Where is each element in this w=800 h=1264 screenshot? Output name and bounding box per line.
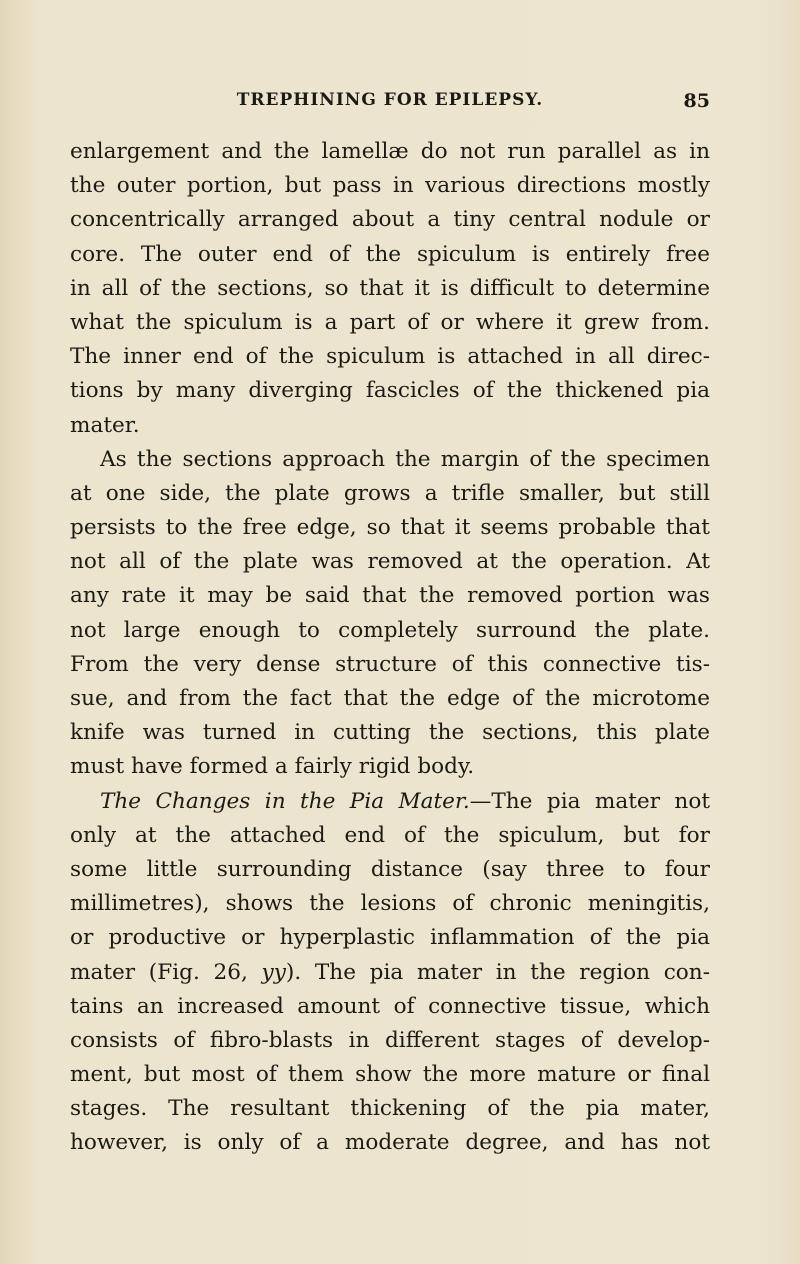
figure-reference-line xyxy=(70,956,710,990)
text-line: in all of the sections, so that it is difficult to determine xyxy=(70,275,710,301)
text-line: the outer portion, but pass in various directions mostly xyxy=(70,173,710,199)
text-line: only at the attached end of the spiculum, but for xyxy=(70,822,710,848)
text-line: however, is only of a moderate degree, and has not xyxy=(70,1130,710,1156)
text-line: enlargement and the lamellæ do not run parallel as in xyxy=(70,139,710,164)
text-line: tions by many diverging fascicles of the thickened pia xyxy=(70,378,710,404)
text-line: not all of the plate was removed at the operation. At xyxy=(70,549,710,575)
text-line: at one side, the plate grows a trifle smaller, but still xyxy=(70,480,710,506)
text-line: any rate it may be said that the removed portion was xyxy=(70,583,710,609)
text-line: or productive or hyperplastic inflammation of the pia xyxy=(70,925,710,951)
section-heading-continuation: —The pia mater not xyxy=(469,788,711,814)
running-title: TREPHINING FOR EPILEPSY. xyxy=(236,90,544,110)
page-number: 85 xyxy=(683,90,710,112)
text-line: persists to the free edge, so that it seems probable that xyxy=(70,515,710,541)
text-line: knife was turned in cutting the sections, this plate xyxy=(70,720,710,746)
text-line: mater. xyxy=(70,412,140,438)
text-line: sue, and from the fact that the edge of the microtome xyxy=(70,686,710,711)
text-line: concentrically arranged about a tiny central nodule or xyxy=(70,207,710,233)
text-line: tains an increased amount of connective tissue, which xyxy=(70,993,710,1019)
text-line: As the sections approach the margin of the specimen xyxy=(100,446,710,472)
fig-text-after: ). The pia mater in the region con- xyxy=(285,959,710,985)
text-line: some little surrounding distance (say three to four xyxy=(70,856,710,882)
text-line: ment, but most of them show the more mature or final xyxy=(70,1062,710,1088)
fig-text-before: mater (Fig. 26, xyxy=(70,959,262,985)
text-line: core. The outer end of the spiculum is entirely free xyxy=(70,241,710,267)
body-text xyxy=(70,135,710,1161)
text-line: not large enough to completely surround the plate. xyxy=(70,617,710,643)
section-heading: The Changes in the Pia Mater. xyxy=(100,788,470,814)
section-heading-line xyxy=(70,785,710,819)
page-header xyxy=(70,90,710,114)
text-line: From the very dense structure of this connective tis- xyxy=(70,651,710,677)
text-line: The inner end of the spiculum is attached in all direc- xyxy=(70,344,710,370)
text-line: consists of fibro-blasts in different stages of develop- xyxy=(70,1027,710,1053)
text-line: what the spiculum is a part of or where it grew from. xyxy=(70,309,710,335)
text-line: stages. The resultant thickening of the pia mater, xyxy=(70,1096,710,1122)
text-line: must have formed a fairly rigid body. xyxy=(70,754,475,780)
text-line: millimetres), shows the lesions of chronic meningitis, xyxy=(70,891,710,917)
fig-label: yy xyxy=(261,959,286,985)
